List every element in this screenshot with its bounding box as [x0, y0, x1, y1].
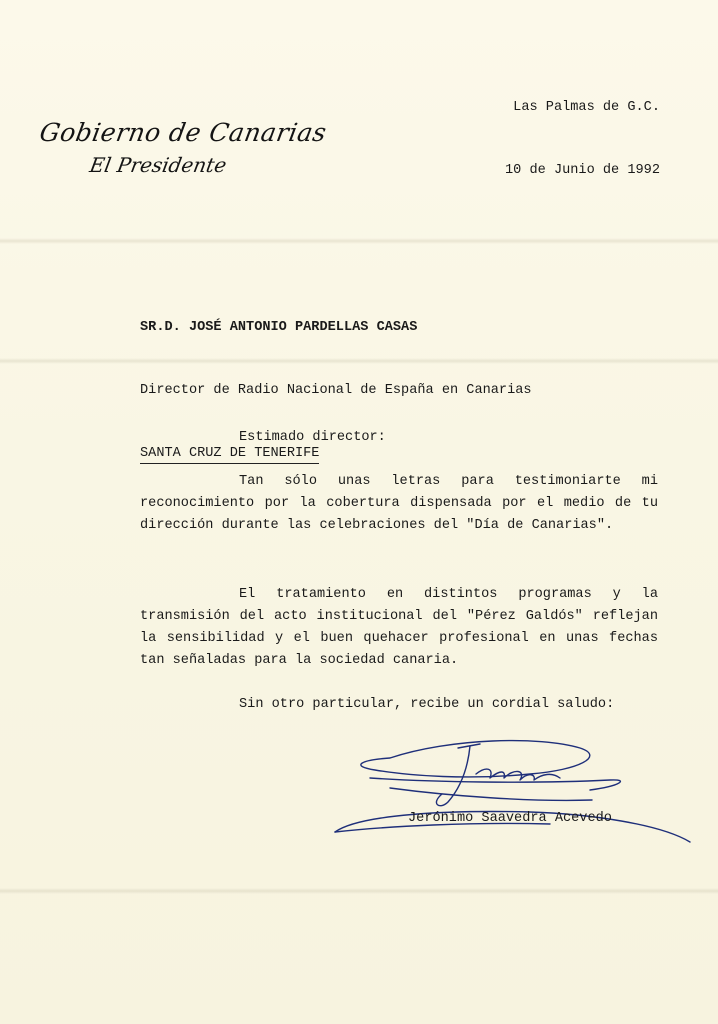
salutation: Estimado director: [239, 430, 386, 445]
signer-name: Jerónimo Saavedra Acevedo [408, 811, 612, 826]
paper-fold-line [0, 238, 718, 244]
closing-line: Sin otro particular, recibe un cordial saludo: [239, 697, 615, 712]
letter-place: Las Palmas de G.C. [513, 100, 660, 115]
body-paragraph: El tratamiento en distintos programas y la transmisión del acto institucional del "Pérez Galdós" reflejan la sensibilidad y el buen quehacer profesional en unas fechas tan señaladas para la sociedad canaria. [140, 587, 658, 668]
body-paragraph: Tan sólo unas letras para testimoniarte mi reconocimiento por la cobertura dispensada por el medio de tu dirección durante las celebraciones del "Día de Canarias". [140, 474, 658, 533]
handwritten-signature [330, 730, 700, 850]
letter-date-block [505, 55, 660, 223]
letterhead [37, 118, 329, 177]
recipient-city: SANTA CRUZ DE TENERIFE [140, 444, 319, 464]
letterhead-subtitle: El Presidente [87, 153, 229, 177]
letterhead-title: Gobierno de Canarias [37, 118, 329, 147]
paper-fold-line [0, 888, 718, 894]
recipient-position: Director de Radio Nacional de España en Canarias [140, 383, 532, 398]
letter-date: 10 de Junio de 1992 [505, 163, 660, 178]
recipient-name: SR.D. JOSÉ ANTONIO PARDELLAS CASAS [140, 320, 418, 335]
